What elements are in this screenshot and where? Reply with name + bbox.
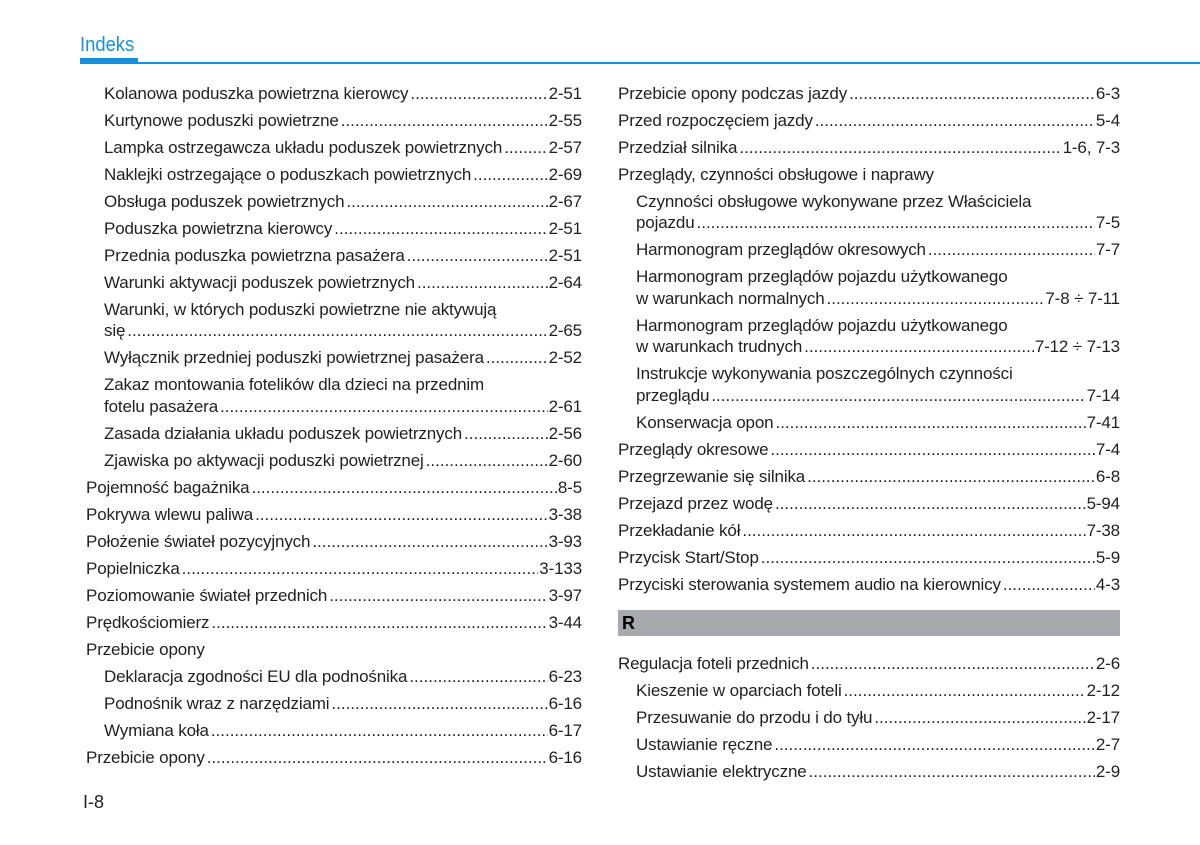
index-entry-page: 3-133: [539, 558, 582, 578]
index-entry-label: Popielniczka: [86, 558, 180, 578]
dot-leader: [251, 477, 556, 499]
dot-leader: [742, 520, 1085, 542]
index-entry-label: Prędkościomierz: [86, 612, 210, 632]
index-subentry: [618, 361, 1120, 410]
dot-leader: [255, 504, 547, 526]
index-section-header: R: [618, 610, 1120, 636]
index-entry: [86, 636, 582, 663]
index-entry-page: 7-41: [1086, 412, 1120, 432]
dot-leader: [804, 336, 1034, 358]
index-entry-label: Przed rozpoczęciem jazdy: [618, 110, 813, 130]
dot-leader: [329, 585, 547, 607]
index-entry: [618, 463, 1120, 490]
index-entry: [618, 517, 1120, 544]
dot-leader: [761, 547, 1095, 569]
index-entry-label-line: Warunki, w których poduszki powietrzne nie aktywują: [104, 299, 497, 319]
header-rule: [80, 62, 1200, 64]
index-entry: [86, 528, 582, 555]
index-entry-page: 7-12 ÷ 7-13: [1034, 337, 1120, 357]
index-entry-label: Lampka ostrzegawcza układu poduszek powietrznych: [104, 137, 503, 157]
dot-leader: [182, 558, 539, 580]
index-entry-page: 2-12: [1086, 680, 1120, 700]
index-entry-page: 6-23: [548, 666, 582, 686]
dot-leader: [211, 720, 548, 742]
dot-leader: [410, 83, 547, 105]
index-column-right: [618, 80, 1120, 785]
index-entry-page: 3-38: [548, 504, 582, 524]
dot-leader: [928, 239, 1095, 261]
dot-leader: [409, 666, 547, 688]
dot-leader: [827, 288, 1045, 310]
index-entry-label: Poduszka powietrzna kierowcy: [104, 218, 333, 238]
dot-leader: [807, 466, 1095, 488]
dot-leader: [346, 191, 547, 213]
index-entry-label: Regulacja foteli przednich: [618, 653, 809, 673]
index-entry-page: 2-17: [1086, 707, 1120, 727]
index-entry-label: Przedział silnika: [618, 137, 738, 157]
dot-leader: [464, 423, 548, 445]
index-subentry: [86, 296, 582, 345]
index-entry-page: 2-65: [548, 321, 582, 341]
dot-leader: [486, 347, 548, 369]
index-entry-label: Przebicie opony: [86, 639, 205, 659]
index-entry: [618, 134, 1120, 161]
index-entry-label: Przeglądy, czynności obsługowe i naprawy: [618, 164, 934, 184]
dot-leader: [473, 164, 547, 186]
dot-leader: [331, 693, 547, 715]
index-entry: [618, 544, 1120, 571]
index-entry-label: fotelu pasażera: [104, 396, 218, 416]
dot-leader: [504, 137, 547, 159]
index-entry-label: Kieszenie w oparciach foteli: [636, 680, 842, 700]
index-entry-label: Deklaracja zgodności EU dla podnośnika: [104, 666, 408, 686]
page-number: I-8: [83, 792, 105, 812]
index-entry-label-line: Harmonogram przeglądów pojazdu użytkowanego: [636, 267, 1008, 287]
index-entry-label: Przednia poduszka powietrzna pasażera: [104, 245, 405, 265]
dot-leader: [127, 320, 547, 342]
index-subentry: [86, 717, 582, 744]
dot-leader: [775, 412, 1085, 434]
index-entry-page: 6-8: [1095, 466, 1120, 486]
page-header-title: Indeks: [80, 34, 135, 56]
dot-leader: [697, 212, 1095, 234]
index-entry-label: Ustawianie elektryczne: [636, 761, 807, 781]
index-entry-page: 7-7: [1095, 240, 1120, 260]
dot-leader: [417, 272, 548, 294]
index-entry-label-line: Harmonogram przeglądów pojazdu użytkowanego: [636, 315, 1008, 335]
index-subentry: [86, 161, 582, 188]
index-entry-page: 6-16: [548, 693, 582, 713]
dot-leader: [874, 707, 1085, 729]
dot-leader: [220, 396, 548, 418]
index-entry-page: 2-51: [548, 218, 582, 238]
index-entry-label: Przycisk Start/Stop: [618, 547, 759, 567]
index-subentry: [618, 731, 1120, 758]
index-subentry: [618, 409, 1120, 436]
dot-leader: [775, 493, 1086, 515]
index-entry-page: 7-38: [1086, 520, 1120, 540]
index-entry-label: Wyłącznik przedniej poduszki powietrznej pasażera: [104, 348, 484, 368]
index-entry-page: 6-17: [548, 720, 582, 740]
index-entry-page: 2-9: [1095, 761, 1120, 781]
index-entry-label: Kolanowa poduszka powietrzna kierowcy: [104, 83, 409, 103]
index-entry-page: 2-67: [548, 191, 582, 211]
index-entry-page: 3-93: [548, 531, 582, 551]
index-entry-label-line: Czynności obsługowe wykonywane przez Właściciela: [636, 191, 1032, 211]
dot-leader: [334, 218, 547, 240]
index-entry: [618, 436, 1120, 463]
index-subentry: [86, 107, 582, 134]
index-subentry: [86, 420, 582, 447]
index-subentry: [86, 215, 582, 242]
index-entry-label: Naklejki ostrzegające o poduszkach powietrznych: [104, 164, 472, 184]
dot-leader: [811, 653, 1095, 675]
index-entry-page: 2-61: [548, 396, 582, 416]
index-entry-page: 2-51: [548, 83, 582, 103]
index-subentry: [618, 312, 1120, 361]
index-subentry: [618, 704, 1120, 731]
index-entry-page: 2-56: [548, 423, 582, 443]
dot-leader: [711, 385, 1085, 407]
index-entry-label: pojazdu: [636, 213, 695, 233]
index-entry-page: 5-94: [1086, 493, 1120, 513]
index-subentry: [618, 677, 1120, 704]
index-entry-label: Zjawiska po aktywacji poduszki powietrznej: [104, 450, 424, 470]
index-entry: [618, 490, 1120, 517]
index-entry-page: 7-5: [1095, 213, 1120, 233]
index-subentry: [86, 269, 582, 296]
index-entry: [618, 650, 1120, 677]
index-entry-label: Obsługa poduszek powietrznych: [104, 191, 345, 211]
index-entry-label: Poziomowanie świateł przednich: [86, 585, 328, 605]
index-entry-label: Warunki aktywacji poduszek powietrznych: [104, 272, 415, 292]
index-entry-page: 2-64: [548, 272, 582, 292]
index-entry: [86, 609, 582, 636]
index-entry-label: Przesuwanie do przodu i do tyłu: [636, 707, 873, 727]
index-entry: [86, 744, 582, 771]
index-entry-label: Przegrzewanie się silnika: [618, 466, 806, 486]
index-subentry: [618, 264, 1120, 313]
index-subentry: [618, 237, 1120, 264]
index-entry: [86, 555, 582, 582]
index-entry-page: 1-6, 7-3: [1062, 137, 1120, 157]
index-subentry: [86, 690, 582, 717]
index-subentry: [86, 188, 582, 215]
index-entry: [618, 107, 1120, 134]
index-entry-label: Zasada działania układu poduszek powietrznych: [104, 423, 463, 443]
index-entry-page: 2-7: [1095, 734, 1120, 754]
index-entry-label: się: [104, 321, 126, 341]
dot-leader: [407, 245, 548, 267]
index-entry-page: 2-69: [548, 164, 582, 184]
index-entry-label: Kurtynowe poduszki powietrzne: [104, 110, 339, 130]
index-subentry: [618, 188, 1120, 237]
index-entry-page: 4-3: [1095, 574, 1120, 594]
index-entry-page: 8-5: [557, 477, 582, 497]
index-entry-label: Przekładanie kół: [618, 520, 741, 540]
index-entry-label-line: Instrukcje wykonywania poszczególnych czynności: [636, 364, 1013, 384]
index-entry-label: Pokrywa wlewu paliwa: [86, 504, 254, 524]
index-entry-label: Wymiana koła: [104, 720, 209, 740]
dot-leader: [770, 439, 1095, 461]
index-entry-label: Przebicie opony podczas jazdy: [618, 83, 848, 103]
index-subentry: [86, 80, 582, 107]
dot-leader: [341, 110, 548, 132]
index-entry-page: 3-97: [548, 585, 582, 605]
index-entry-label: przeglądu: [636, 385, 710, 405]
index-entry-label: Przebicie opony: [86, 747, 205, 767]
index-entry-page: 2-60: [548, 450, 582, 470]
index-entry-label: Przeglądy okresowe: [618, 439, 769, 459]
dot-leader: [211, 612, 547, 634]
dot-leader: [1003, 574, 1095, 596]
index-entry-label: Pojemność bagażnika: [86, 477, 250, 497]
index-entry-page: 7-4: [1095, 439, 1120, 459]
index-entry-page: 7-8 ÷ 7-11: [1045, 288, 1120, 308]
index-entry-page: 2-55: [548, 110, 582, 130]
dot-leader: [774, 734, 1095, 756]
index-entry-page: 6-3: [1095, 83, 1120, 103]
dot-leader: [207, 747, 548, 769]
index-entry-label: Harmonogram przeglądów okresowych: [636, 240, 926, 260]
dot-leader: [815, 110, 1095, 132]
dot-leader: [844, 680, 1086, 702]
index-column-left: [86, 80, 582, 771]
index-subentry: [86, 242, 582, 269]
index-entry: [86, 474, 582, 501]
dot-leader: [809, 761, 1095, 783]
index-entry-label: Konserwacja opon: [636, 412, 774, 432]
index-entry-label: Ustawianie ręczne: [636, 734, 773, 754]
index-entry-page: 2-52: [548, 348, 582, 368]
dot-leader: [312, 531, 547, 553]
index-entry-page: 2-57: [548, 137, 582, 157]
index-entry-label-line: Zakaz montowania fotelików dla dzieci na przednim: [104, 375, 485, 395]
index-subentry: [86, 447, 582, 474]
index-entry-label: w warunkach trudnych: [636, 337, 803, 357]
index-entry-page: 3-44: [548, 612, 582, 632]
index-entry: [618, 571, 1120, 598]
header-rule-accent: [80, 58, 138, 64]
index-subentry: [86, 134, 582, 161]
index-entry: [86, 501, 582, 528]
index-subentry: [618, 758, 1120, 785]
dot-leader: [849, 83, 1095, 105]
index-entry: [86, 582, 582, 609]
index-entry-page: 7-14: [1086, 385, 1120, 405]
index-entry-page: 6-16: [548, 747, 582, 767]
index-subentry: [86, 345, 582, 372]
index-entry-label: Podnośnik wraz z narzędziami: [104, 693, 330, 713]
index-entry-page: 5-9: [1095, 547, 1120, 567]
index-entry-label: Przyciski sterowania systemem audio na kierownicy: [618, 574, 1001, 594]
index-subentry: [86, 663, 582, 690]
index-subentry: [86, 372, 582, 421]
index-entry-page: 2-51: [548, 245, 582, 265]
index-entry-page: 5-4: [1095, 110, 1120, 130]
index-entry: [618, 80, 1120, 107]
index-entry-label: Położenie świateł pozycyjnych: [86, 531, 311, 551]
dot-leader: [426, 450, 548, 472]
index-entry: [618, 161, 1120, 188]
index-entry-page: 2-6: [1095, 653, 1120, 673]
index-entry-label: Przejazd przez wodę: [618, 493, 773, 513]
index-entry-label: w warunkach normalnych: [636, 288, 825, 308]
dot-leader: [739, 137, 1061, 159]
